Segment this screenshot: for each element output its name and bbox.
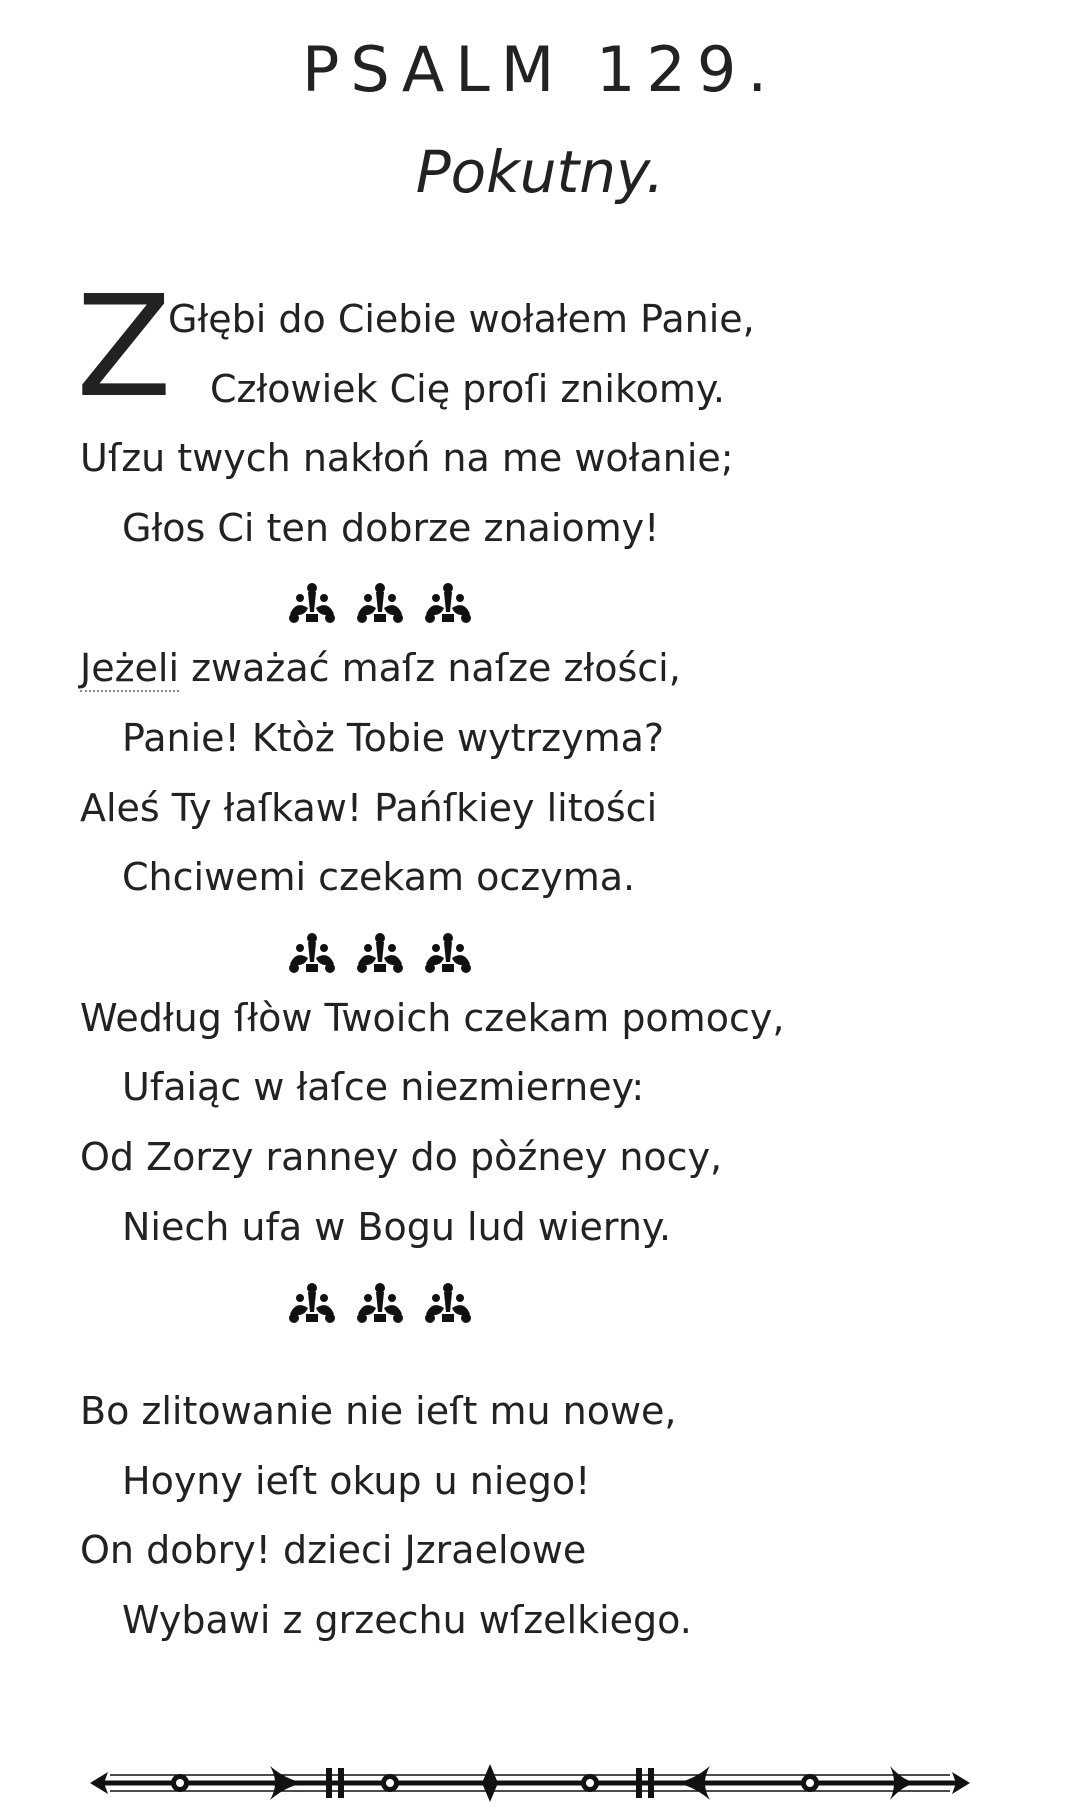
verse-line: Głębi do Ciebie wołałem Panie,	[168, 297, 755, 341]
page-title: PSALM 129.	[301, 33, 779, 106]
verse-line: Niech ufa w Bogu lud wierny.	[122, 1205, 672, 1249]
verse-line: Hoyny ieſt okup u niego!	[122, 1459, 591, 1503]
page-subtitle: Pokutny.	[415, 138, 665, 206]
verse-line: Panie! Ktòż Tobie wytrzyma?	[122, 716, 665, 760]
verse-line: Według ſłòw Twoich czekam pomocy,	[80, 996, 785, 1040]
decorative-border-icon	[90, 1760, 970, 1806]
verse-line: Aleś Ty łaſkaw! Pańſkiey litości	[80, 786, 658, 830]
verse-line	[80, 643, 681, 693]
verse-line: Od Zorzy ranney do pòźney nocy,	[80, 1135, 723, 1179]
verse-line: On dobry! dzieci Jzraelowe	[80, 1528, 587, 1572]
fleuron-triple-icon	[280, 1274, 480, 1334]
fleuron-triple-icon	[280, 924, 480, 984]
verse-line-rest: zważać maſz naſze złości,	[179, 646, 681, 690]
verse-line: Chciwemi czekam oczyma.	[122, 855, 636, 899]
verse-line: Ufaiąc w łaſce niezmierney:	[122, 1065, 645, 1109]
verse-line: Wybawi z grzechu wſzelkiego.	[122, 1598, 692, 1642]
verse-line: Uſzu twych nakłoń na me wołanie;	[80, 436, 734, 480]
verse-line: Głos Ci ten dobrze znaiomy!	[122, 506, 660, 550]
verse-line: Człowiek Cię proſi znikomy.	[210, 367, 726, 411]
verse-line: Bo zlitowanie nie ieſt mu nowe,	[80, 1389, 677, 1433]
drop-cap: Z	[76, 266, 172, 429]
abbreviated-word: Jeżeli	[80, 646, 180, 690]
fleuron-triple-icon	[280, 574, 480, 634]
